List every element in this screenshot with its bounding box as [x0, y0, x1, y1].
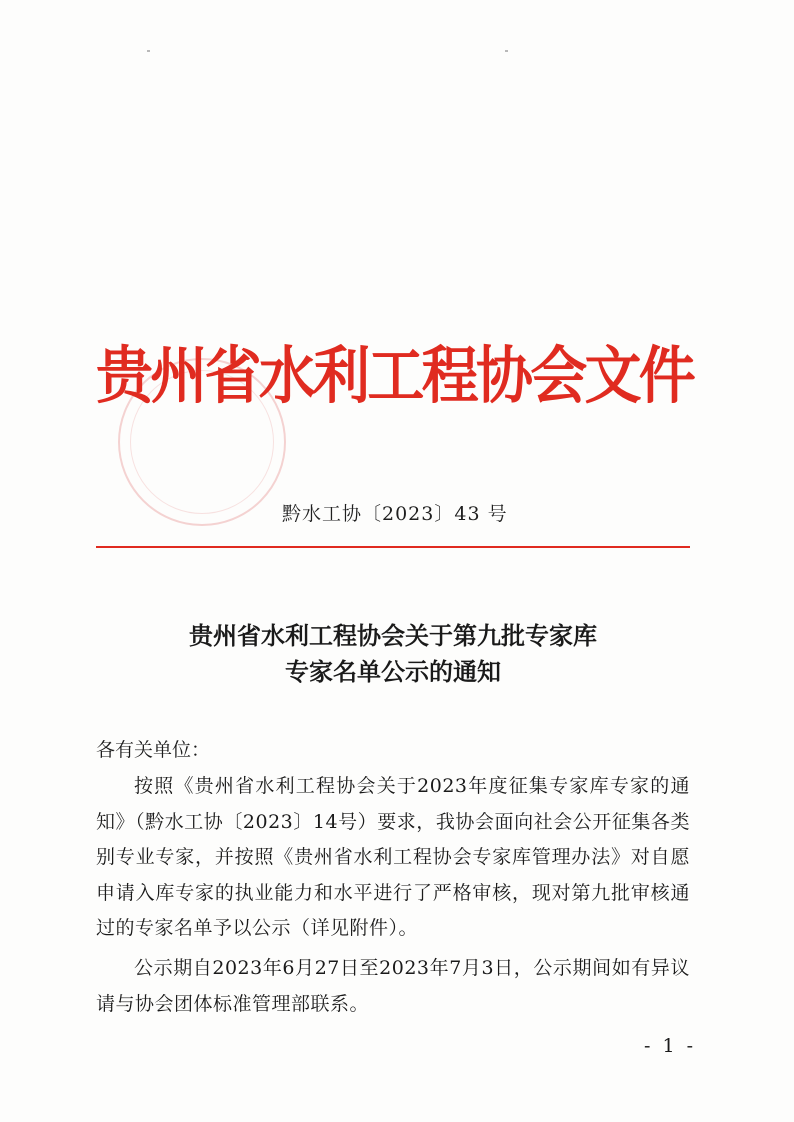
notice-title [96, 618, 690, 690]
document-number: 黔水工协〔2023〕43 号 [282, 503, 508, 525]
red-header-title: 贵州省水利工程协会文件 [96, 339, 694, 412]
addressee-line: 各有关单位： [96, 739, 211, 761]
body-paragraph-2: 公示期自2023年6月27日至2023年7月3日，公示期间如有异议请与协会团体标准管理部联系。 [96, 957, 690, 1015]
red-divider-line [96, 546, 690, 548]
body-paragraph-1: 按照《贵州省水利工程协会关于2023年度征集专家库专家的通知》（黔水工协〔2023〕14号）要求，我协会面向社会公开征集各类别专业专家，并按照《贵州省水利工程协会专家库管理办法》对自愿申请入库专家的执业能力和水平进行了严格审核，现对第九批审核通过的专家名单予以公示（详见附件）。 [96, 775, 690, 939]
notice-title-line-2: 专家名单公示的通知 [285, 657, 501, 686]
scan-speck [505, 50, 508, 52]
scan-speck [147, 50, 150, 52]
notice-title-line-1: 贵州省水利工程协会关于第九批专家库 [189, 621, 597, 650]
page-number: - 1 - [644, 1035, 697, 1057]
